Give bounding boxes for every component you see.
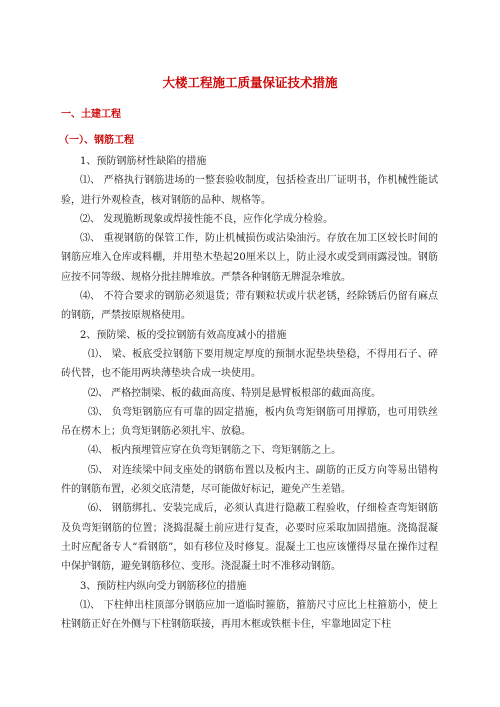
- paragraph-clause: ⑶、 重视钢筋的保管工作，防止机械损伤或沾染油污。存放在加工区较长时间的钢筋应堆入仓库或料棚，并用垫木垫起20厘米以上，防止浸水或受到雨露浸蚀。钢筋应按不同等级、规格分批挂牌堆放。严禁各种钢筋无牌混杂堆放。: [61, 233, 438, 283]
- paragraph-item-heading: 1、预防钢筋材性缺陷的措施: [80, 156, 207, 167]
- section-heading: 一、土建工程: [61, 109, 121, 120]
- paragraph-clause: ⑸、 对连续梁中间支座处的钢筋布置以及板内主、副筋的正反方向等易出错构件的钢筋布置，必须交底清楚，尽可能做好标记，避免产生差错。: [61, 464, 438, 496]
- paragraph-item-heading: 3、预防柱内纵向受力钢筋移位的措施: [80, 580, 247, 592]
- paragraph-clause: ⑵、 严格控制梁、板的截面高度、特别是悬臂板根部的截面高度。: [88, 387, 382, 399]
- paragraph-clause: ⑷、 板内预埋管应穿在负弯矩钢筋之下、弯矩钢筋之上。: [88, 445, 342, 457]
- document-body: [61, 152, 438, 634]
- paragraph-clause: ⑴、 梁、板底受拉钢筋下要用规定厚度的预制水泥垫块垫稳，不得用石子、碎砖代替，也不能用两块薄垫块合成一块使用。: [61, 348, 438, 380]
- document-title: 大楼工程施工质量保证技术措施: [162, 75, 338, 90]
- paragraph-clause: ⑴、 下柱伸出柱顶部分钢筋应加一道临时箍筋，箍筋尺寸应比上柱箍筋小，使上柱钢筋正好在外侧与下柱钢筋联接，再用木框或铁框卡住，牢靠地固定下柱: [61, 599, 438, 631]
- paragraph-item-heading: 2、预防梁、板的受拉钢筋有效高度减小的措施: [80, 329, 287, 341]
- paragraph-clause: ⑴、 严格执行钢筋进场的一整套验收制度，包括检查出厂证明书，作机械性能试验，进行外观检查，核对钢筋的品种、规格等。: [61, 175, 438, 206]
- subsection-heading: （一）、钢筋工程: [59, 135, 134, 146]
- paragraph-clause: ⑵、 发现脆断现象或焊接性能不良，应作化学成分检验。: [80, 213, 334, 225]
- paragraph-clause: ⑹、 钢筋绑扎、安装完成后，必须认真进行隐蔽工程验收，仔细检查弯矩钢筋及负弯矩钢筋的位置；浇捣混凝土前应进行复查，必要时应采取加固措施。浇捣混凝土时应配备专人“看钢筋”，如有移位及时修复。混凝土工也应该懂得尽量在操作过程中保护钢筋，避免钢筋移位、变形。浇混凝土时不准移动钢筋。: [61, 503, 438, 573]
- paragraph-clause: ⑷、 不符合要求的钢筋必须退货；带有颗粒状或片状老锈，经除锈后仍留有麻点的钢筋，严禁按原规格使用。: [61, 291, 438, 322]
- paragraph-clause: ⑶、 负弯矩钢筋应有可靠的固定措施，板内负弯矩钢筋可用撑筋，也可用铁丝吊在楞木上；负弯矩钢筋必须扎牢、放稳。: [61, 406, 438, 438]
